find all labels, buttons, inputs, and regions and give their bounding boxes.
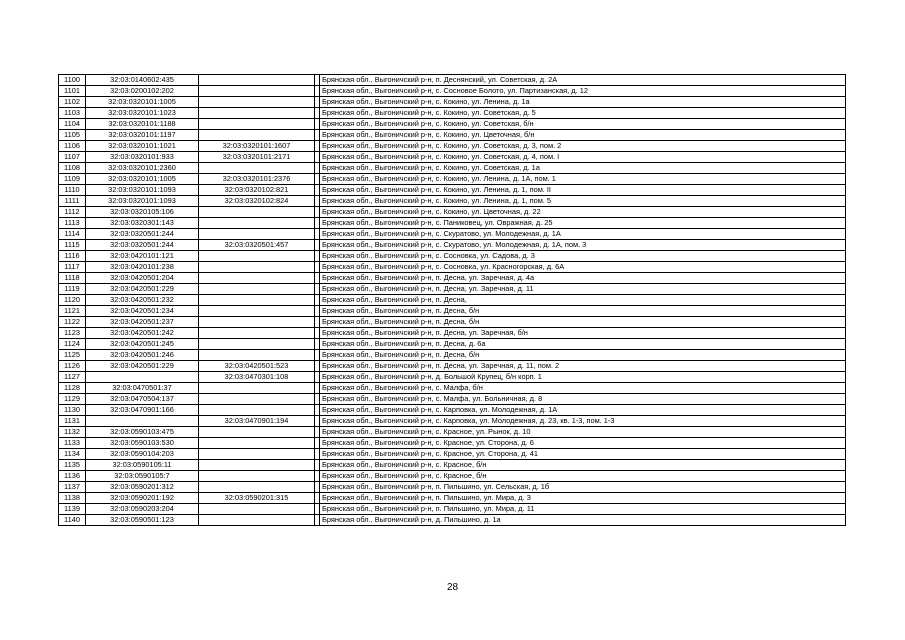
cadastral-number-cell: 32:03:0320101:1023	[86, 108, 199, 119]
address-cell: Брянская обл., Выгоничский р-н, с. Кокино, ул. Ленина, д. 1, пом. 5	[320, 196, 846, 207]
address-cell: Брянская обл., Выгоничский р-н, п. Пильшино, ул. Мира, д. 11	[320, 504, 846, 515]
cadastral-number-cell: 32:03:0420501:246	[86, 350, 199, 361]
table-row	[59, 361, 846, 372]
related-cadastral-number-cell	[199, 427, 315, 438]
cadastral-number-cell: 32:03:0320101:1005	[86, 174, 199, 185]
row-number-cell: 1104	[59, 119, 86, 130]
address-cell: Брянская обл., Выгоничский р-н, п. Десна, б/н	[320, 350, 846, 361]
row-number-cell: 1136	[59, 471, 86, 482]
cadastral-number-cell: 32:03:0320105:106	[86, 207, 199, 218]
related-cadastral-number-cell	[199, 350, 315, 361]
address-cell: Брянская обл., Выгоничский р-н, с. Кокино, ул. Советская, д. 1а	[320, 163, 846, 174]
cadastral-number-cell: 32:03:0200102:202	[86, 86, 199, 97]
row-number-cell: 1130	[59, 405, 86, 416]
row-number-cell: 1110	[59, 185, 86, 196]
row-number-cell: 1127	[59, 372, 86, 383]
related-cadastral-number-cell	[199, 97, 315, 108]
address-cell: Брянская обл., Выгоничский р-н, д. Пильшино, д. 1а	[320, 515, 846, 526]
row-number-cell: 1132	[59, 427, 86, 438]
table-row	[59, 460, 846, 471]
address-cell: Брянская обл., Выгоничский р-н, п. Десна, ул. Заречная, д. 11	[320, 284, 846, 295]
row-number-cell: 1119	[59, 284, 86, 295]
table-row	[59, 449, 846, 460]
related-cadastral-number-cell: 32:03:0320101:1607	[199, 141, 315, 152]
related-cadastral-number-cell	[199, 482, 315, 493]
table-row	[59, 185, 846, 196]
related-cadastral-number-cell	[199, 460, 315, 471]
cadastral-number-cell: 32:03:0320101:2360	[86, 163, 199, 174]
related-cadastral-number-cell	[199, 284, 315, 295]
cadastral-number-cell: 32:03:0420501:232	[86, 295, 199, 306]
table-row	[59, 86, 846, 97]
row-number-cell: 1135	[59, 460, 86, 471]
row-number-cell: 1140	[59, 515, 86, 526]
related-cadastral-number-cell	[199, 218, 315, 229]
related-cadastral-number-cell	[199, 273, 315, 284]
table-row	[59, 130, 846, 141]
table-row	[59, 251, 846, 262]
related-cadastral-number-cell	[199, 75, 315, 86]
table-row	[59, 229, 846, 240]
address-cell: Брянская обл., Выгоничский р-н, с. Кокино, ул. Советская, д. 3, пом. 2	[320, 141, 846, 152]
address-cell: Брянская обл., Выгоничский р-н, с. Карповка, ул. Молодежная, д. 1А	[320, 405, 846, 416]
cadastral-number-cell: 32:03:0420501:245	[86, 339, 199, 350]
row-number-cell: 1100	[59, 75, 86, 86]
row-number-cell: 1128	[59, 383, 86, 394]
related-cadastral-number-cell: 32:03:0320501:457	[199, 240, 315, 251]
cadastral-number-cell: 32:03:0320101:1197	[86, 130, 199, 141]
address-cell: Брянская обл., Выгоничский р-н, с. Паниковец, ул. Овражная, д. 25	[320, 218, 846, 229]
address-cell: Брянская обл., Выгоничский р-н, п. Десна, ул. Заречная, д. 4а	[320, 273, 846, 284]
row-number-cell: 1133	[59, 438, 86, 449]
related-cadastral-number-cell	[199, 394, 315, 405]
related-cadastral-number-cell	[199, 262, 315, 273]
cadastral-number-cell: 32:03:0420501:242	[86, 328, 199, 339]
related-cadastral-number-cell: 32:03:0320102:821	[199, 185, 315, 196]
related-cadastral-number-cell	[199, 405, 315, 416]
address-cell: Брянская обл., Выгоничский р-н, п. Деснянский, ул. Советская, д. 2А	[320, 75, 846, 86]
table-row	[59, 196, 846, 207]
cadastral-number-cell: 32:03:0470501:37	[86, 383, 199, 394]
address-cell: Брянская обл., Выгоничский р-н, с. Кокино, ул. Советская, б/н	[320, 119, 846, 130]
cadastral-number-cell: 32:03:0590201:312	[86, 482, 199, 493]
row-number-cell: 1139	[59, 504, 86, 515]
row-number-cell: 1114	[59, 229, 86, 240]
related-cadastral-number-cell	[199, 163, 315, 174]
table-row	[59, 394, 846, 405]
related-cadastral-number-cell	[199, 317, 315, 328]
address-cell: Брянская обл., Выгоничский р-н, п. Пильшино, ул. Мира, д. 3	[320, 493, 846, 504]
address-cell: Брянская обл., Выгоничский р-н, с. Кокино, ул. Советская, д. 5	[320, 108, 846, 119]
property-registry-table	[58, 74, 846, 526]
cadastral-number-cell: 32:03:0470504:137	[86, 394, 199, 405]
row-number-cell: 1117	[59, 262, 86, 273]
cadastral-number-cell: 32:03:0420501:204	[86, 273, 199, 284]
address-cell: Брянская обл., Выгоничский р-н, п. Десна, д. 6а	[320, 339, 846, 350]
address-cell: Брянская обл., Выгоничский р-н, п. Пильшино, ул. Сельская, д. 1б	[320, 482, 846, 493]
row-number-cell: 1105	[59, 130, 86, 141]
row-number-cell: 1125	[59, 350, 86, 361]
address-cell: Брянская обл., Выгоничский р-н, п. Десна,	[320, 295, 846, 306]
row-number-cell: 1121	[59, 306, 86, 317]
related-cadastral-number-cell	[199, 339, 315, 350]
cadastral-number-cell: 32:03:0590105:11	[86, 460, 199, 471]
table-row	[59, 317, 846, 328]
related-cadastral-number-cell	[199, 207, 315, 218]
address-cell: Брянская обл., Выгоничский р-н, с. Красное, ул. Рынок, д. 10	[320, 427, 846, 438]
table-row	[59, 427, 846, 438]
cadastral-number-cell: 32:03:0140602:435	[86, 75, 199, 86]
table-body	[59, 75, 846, 526]
row-number-cell: 1101	[59, 86, 86, 97]
table-row	[59, 339, 846, 350]
cadastral-number-cell: 32:03:0320101:1093	[86, 196, 199, 207]
table-row	[59, 273, 846, 284]
row-number-cell: 1118	[59, 273, 86, 284]
cadastral-number-cell: 32:03:0590203:204	[86, 504, 199, 515]
related-cadastral-number-cell	[199, 119, 315, 130]
address-cell: Брянская обл., Выгоничский р-н, д. Большой Крупец, б/н корп. 1	[320, 372, 846, 383]
cadastral-number-cell: 32:03:0320101:1188	[86, 119, 199, 130]
cadastral-number-cell: 32:03:0420501:229	[86, 284, 199, 295]
related-cadastral-number-cell: 32:03:0320101:2376	[199, 174, 315, 185]
row-number-cell: 1106	[59, 141, 86, 152]
table-row	[59, 218, 846, 229]
row-number-cell: 1126	[59, 361, 86, 372]
cadastral-number-cell: 32:03:0420501:234	[86, 306, 199, 317]
related-cadastral-number-cell	[199, 108, 315, 119]
row-number-cell: 1111	[59, 196, 86, 207]
table-row	[59, 207, 846, 218]
table-row	[59, 471, 846, 482]
cadastral-number-cell: 32:03:0320501:244	[86, 229, 199, 240]
table-row	[59, 383, 846, 394]
cadastral-number-cell: 32:03:0420501:237	[86, 317, 199, 328]
row-number-cell: 1134	[59, 449, 86, 460]
table-row	[59, 482, 846, 493]
row-number-cell: 1120	[59, 295, 86, 306]
cadastral-number-cell: 32:03:0320101:933	[86, 152, 199, 163]
table-row	[59, 306, 846, 317]
table-row	[59, 350, 846, 361]
cadastral-number-cell: 32:03:0420501:229	[86, 361, 199, 372]
table-row	[59, 97, 846, 108]
address-cell: Брянская обл., Выгоничский р-н, с. Кокино, ул. Советская, д. 4, пом. I	[320, 152, 846, 163]
related-cadastral-number-cell	[199, 471, 315, 482]
related-cadastral-number-cell	[199, 438, 315, 449]
address-cell: Брянская обл., Выгоничский р-н, с. Малфа, ул. Больничная, д. 8	[320, 394, 846, 405]
address-cell: Брянская обл., Выгоничский р-н, с. Кокино, ул. Ленина, д. 1, пом. II	[320, 185, 846, 196]
row-number-cell: 1113	[59, 218, 86, 229]
related-cadastral-number-cell: 32:03:0320102:824	[199, 196, 315, 207]
cadastral-number-cell: 32:03:0420101:238	[86, 262, 199, 273]
cadastral-number-cell: 32:03:0420101:121	[86, 251, 199, 262]
table-row	[59, 515, 846, 526]
address-cell: Брянская обл., Выгоничский р-н, п. Десна, б/н	[320, 317, 846, 328]
related-cadastral-number-cell: 32:03:0470301:108	[199, 372, 315, 383]
row-number-cell: 1123	[59, 328, 86, 339]
related-cadastral-number-cell	[199, 306, 315, 317]
table-row	[59, 108, 846, 119]
table-row	[59, 504, 846, 515]
cadastral-number-cell: 32:03:0320501:244	[86, 240, 199, 251]
cadastral-number-cell: 32:03:0470901:166	[86, 405, 199, 416]
row-number-cell: 1116	[59, 251, 86, 262]
table-row	[59, 372, 846, 383]
address-cell: Брянская обл., Выгоничский р-н, с. Красное, б/н	[320, 471, 846, 482]
table-row	[59, 240, 846, 251]
table-row	[59, 493, 846, 504]
address-cell: Брянская обл., Выгоничский р-н, п. Десна, б/н	[320, 306, 846, 317]
table-row	[59, 295, 846, 306]
cadastral-number-cell: 32:03:0590501:123	[86, 515, 199, 526]
cadastral-number-cell: 32:03:0590103:475	[86, 427, 199, 438]
table-row	[59, 416, 846, 427]
row-number-cell: 1103	[59, 108, 86, 119]
table-row	[59, 141, 846, 152]
address-cell: Брянская обл., Выгоничский р-н, с. Кокино, ул. Цветочная, б/н	[320, 130, 846, 141]
table-row	[59, 163, 846, 174]
address-cell: Брянская обл., Выгоничский р-н, с. Красное, б/н	[320, 460, 846, 471]
table-row	[59, 152, 846, 163]
table-row	[59, 284, 846, 295]
related-cadastral-number-cell: 32:03:0590201:315	[199, 493, 315, 504]
cadastral-number-cell: 32:03:0590103:530	[86, 438, 199, 449]
table-row	[59, 405, 846, 416]
row-number-cell: 1108	[59, 163, 86, 174]
related-cadastral-number-cell	[199, 130, 315, 141]
address-cell: Брянская обл., Выгоничский р-н, с. Малфа, б/н	[320, 383, 846, 394]
row-number-cell: 1122	[59, 317, 86, 328]
page-number: 28	[446, 582, 459, 593]
cadastral-number-cell: 32:03:0320301:143	[86, 218, 199, 229]
row-number-cell: 1124	[59, 339, 86, 350]
related-cadastral-number-cell	[199, 229, 315, 240]
address-cell: Брянская обл., Выгоничский р-н, п. Десна, ул. Заречная, б/н	[320, 328, 846, 339]
address-cell: Брянская обл., Выгоничский р-н, с. Кокино, ул. Ленина, д. 1а	[320, 97, 846, 108]
cadastral-number-cell: 32:03:0590105:7	[86, 471, 199, 482]
row-number-cell: 1115	[59, 240, 86, 251]
table-row	[59, 75, 846, 86]
related-cadastral-number-cell	[199, 328, 315, 339]
cadastral-number-cell: 32:03:0320101:1093	[86, 185, 199, 196]
address-cell: Брянская обл., Выгоничский р-н, с. Красное, ул. Сторона, д. 6	[320, 438, 846, 449]
address-cell: Брянская обл., Выгоничский р-н, с. Сосновка, ул. Красногорская, д. 6А	[320, 262, 846, 273]
row-number-cell: 1138	[59, 493, 86, 504]
related-cadastral-number-cell	[199, 504, 315, 515]
row-number-cell: 1102	[59, 97, 86, 108]
row-number-cell: 1112	[59, 207, 86, 218]
related-cadastral-number-cell	[199, 86, 315, 97]
cadastral-number-cell: 32:03:0320101:1021	[86, 141, 199, 152]
cadastral-number-cell: 32:03:0590201:192	[86, 493, 199, 504]
address-cell: Брянская обл., Выгоничский р-н, п. Десна, ул. Заречная, д. 11, пом. 2	[320, 361, 846, 372]
table-row	[59, 262, 846, 273]
address-cell: Брянская обл., Выгоничский р-н, с. Кокино, ул. Ленина, д. 1А, пом. 1	[320, 174, 846, 185]
related-cadastral-number-cell	[199, 251, 315, 262]
related-cadastral-number-cell: 32:03:0320101:2171	[199, 152, 315, 163]
related-cadastral-number-cell	[199, 383, 315, 394]
address-cell: Брянская обл., Выгоничский р-н, с. Сосновка, ул. Садова, д. 3	[320, 251, 846, 262]
row-number-cell: 1129	[59, 394, 86, 405]
related-cadastral-number-cell: 32:03:0420501:523	[199, 361, 315, 372]
related-cadastral-number-cell: 32:03:0470901:194	[199, 416, 315, 427]
related-cadastral-number-cell	[199, 515, 315, 526]
address-cell: Брянская обл., Выгоничский р-н, с. Скуратово, ул. Молодежная, д. 1А	[320, 229, 846, 240]
row-number-cell: 1107	[59, 152, 86, 163]
address-cell: Брянская обл., Выгоничский р-н, с. Сосновое Болото, ул. Партизанская, д. 12	[320, 86, 846, 97]
row-number-cell: 1137	[59, 482, 86, 493]
address-cell: Брянская обл., Выгоничский р-н, с. Скуратово, ул. Молодежная, д. 1А, пом. 3	[320, 240, 846, 251]
address-cell: Брянская обл., Выгоничский р-н, с. Карповка, ул. Молодежная, д. 23, кв. 1-3, пом. 1-3	[320, 416, 846, 427]
address-cell: Брянская обл., Выгоничский р-н, с. Кокино, ул. Цветочная, д. 22	[320, 207, 846, 218]
cadastral-number-cell	[86, 372, 199, 383]
cadastral-number-cell: 32:03:0590104:203	[86, 449, 199, 460]
row-number-cell: 1109	[59, 174, 86, 185]
related-cadastral-number-cell	[199, 449, 315, 460]
table-row	[59, 438, 846, 449]
table-row	[59, 174, 846, 185]
cadastral-number-cell	[86, 416, 199, 427]
row-number-cell: 1131	[59, 416, 86, 427]
table-row	[59, 328, 846, 339]
address-cell: Брянская обл., Выгоничский р-н, с. Красное, ул. Сторона, д. 41	[320, 449, 846, 460]
related-cadastral-number-cell	[199, 295, 315, 306]
table-row	[59, 119, 846, 130]
cadastral-number-cell: 32:03:0320101:1005	[86, 97, 199, 108]
